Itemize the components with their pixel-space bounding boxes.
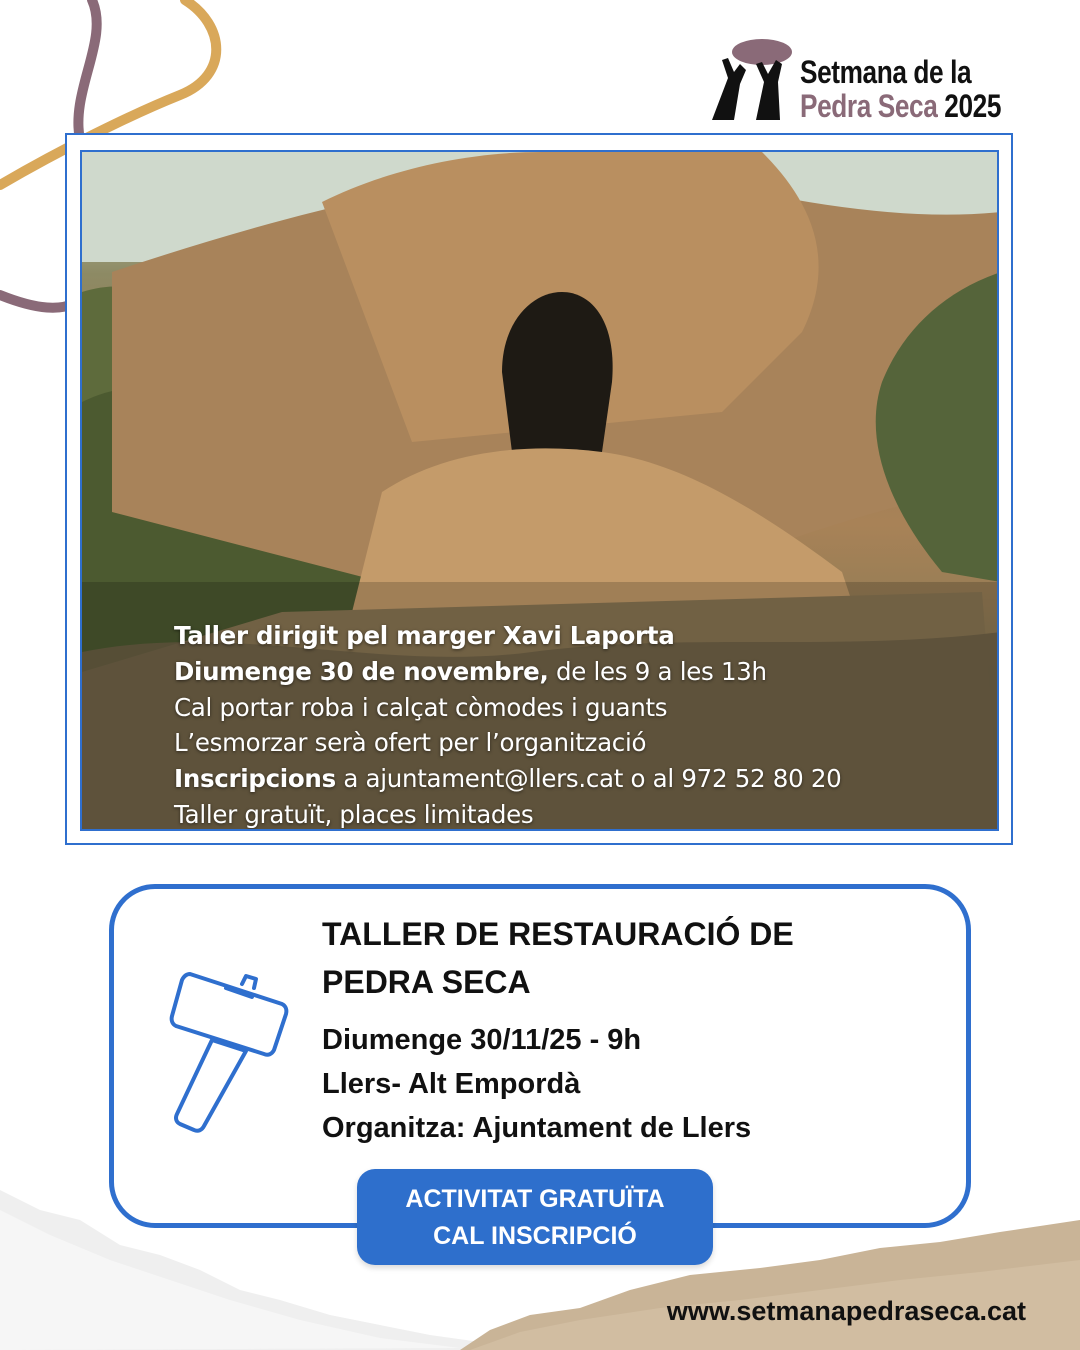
dry-stone-hut-photo bbox=[80, 150, 999, 831]
workshop-details-overlay bbox=[174, 618, 841, 831]
mallet-icon bbox=[160, 966, 290, 1136]
logo-title-line2 bbox=[800, 88, 1001, 125]
raised-hands-stone-icon bbox=[706, 38, 796, 124]
photo-line-6 bbox=[174, 797, 841, 831]
workshop-organizer: Organitza: Ajuntament de Llers bbox=[322, 1112, 752, 1144]
photo-line-5 bbox=[174, 761, 841, 797]
photo-line-3-regular: Cal portar roba i calçat còmodes i guants bbox=[174, 692, 668, 722]
website-link[interactable]: www.setmanapedraseca.cat bbox=[666, 1296, 1026, 1326]
photo-line-1-bold: Taller dirigit pel marger Xavi Laporta bbox=[174, 621, 675, 650]
logo-title-line1: Setmana de la bbox=[800, 54, 972, 90]
workshop-location: Llers- Alt Empordà bbox=[322, 1068, 581, 1100]
photo-line-6-regular: Taller gratuït, places limitades bbox=[174, 799, 534, 829]
workshop-title-line1: TALLER DE RESTAURACIÓ DE bbox=[322, 916, 794, 952]
photo-line-2-bold: Diumenge 30 de novembre, bbox=[174, 656, 549, 686]
workshop-date: Diumenge 30/11/25 - 9h bbox=[322, 1024, 642, 1056]
photo-line-2 bbox=[174, 654, 841, 690]
free-activity-badge bbox=[357, 1169, 713, 1265]
photo-line-3 bbox=[174, 690, 841, 726]
event-logo bbox=[706, 38, 1026, 128]
photo-line-4-regular: L’esmorzar serà ofert per l’organització bbox=[174, 728, 647, 758]
logo-year: 2025 bbox=[944, 88, 1002, 124]
photo-line-5-regular: a ajuntament@llers.cat o al 972 52 80 20 bbox=[335, 764, 842, 794]
workshop-title-line2: PEDRA SECA bbox=[322, 964, 531, 1000]
badge-line2: CAL INSCRIPCIÓ bbox=[433, 1222, 637, 1250]
workshop-details bbox=[322, 1018, 751, 1150]
logo-accent-text: Pedra Seca bbox=[800, 88, 938, 124]
photo-line-5-bold: Inscripcions bbox=[174, 764, 336, 794]
photo-line-2-regular: de les 9 a les 13h bbox=[548, 656, 767, 686]
workshop-title bbox=[322, 910, 794, 1006]
photo-line-1 bbox=[174, 618, 841, 654]
badge-line1: ACTIVITAT GRATUÏTA bbox=[405, 1185, 665, 1213]
photo-line-4 bbox=[174, 725, 841, 761]
